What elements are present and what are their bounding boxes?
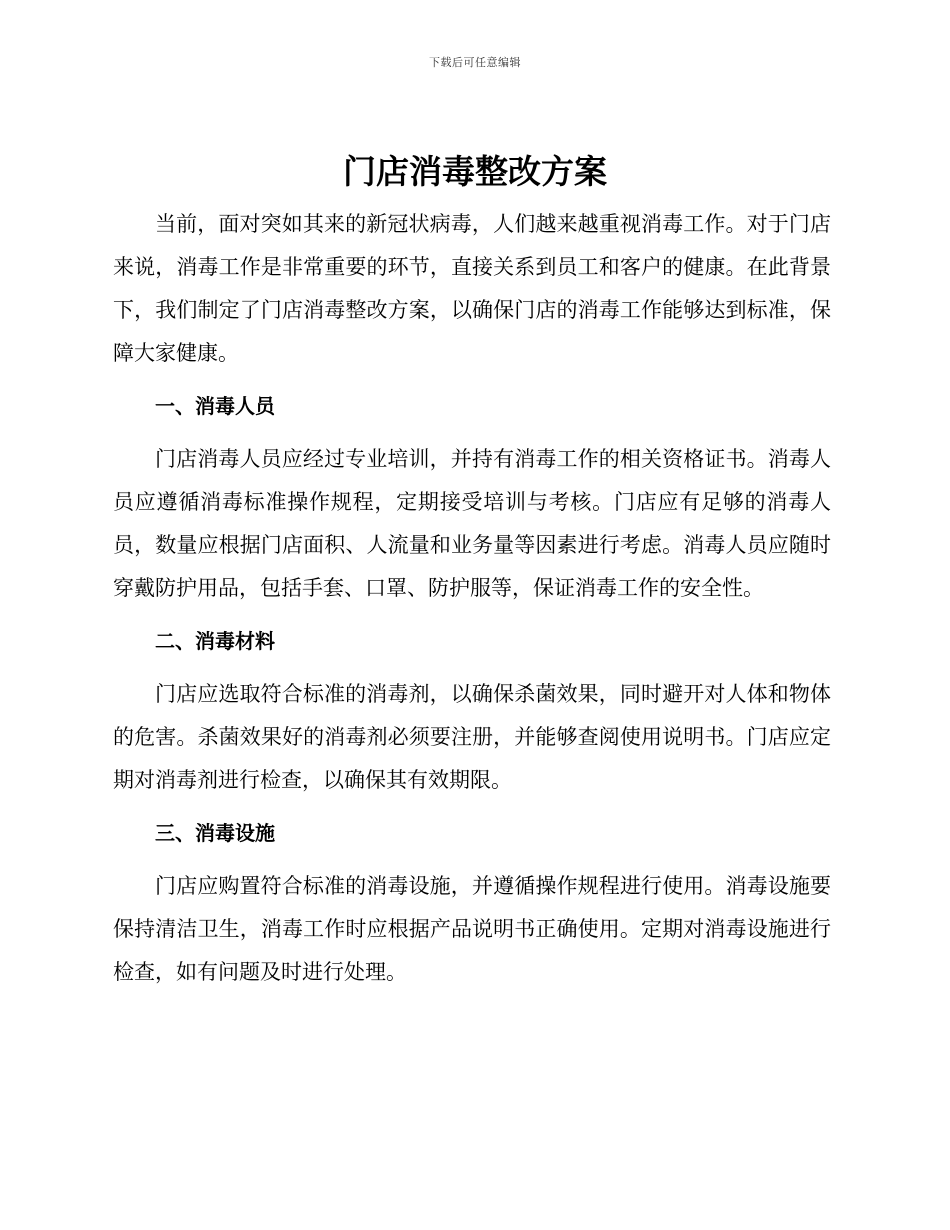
intro-paragraph: 当前，面对突如其来的新冠状病毒，人们越来越重视消毒工作。对于门店来说，消毒工作是非常重要的环节，直接关系到员工和客户的健康。在此背景下，我们制定了门店消毒整改方案，以确保门店的消毒工作能够达到标准，保障大家健康。 bbox=[113, 212, 831, 365]
section-body-personnel: 门店消毒人员应经过专业培训，并持有消毒工作的相关资格证书。消毒人员应遵循消毒标准操作规程，定期接受培训与考核。门店应有足够的消毒人员，数量应根据门店面积、人流量和业务量等因素进行考虑。消毒人员应随时穿戴防护用品，包括手套、口罩、防护服等，保证消毒工作的安全性。 bbox=[113, 447, 831, 600]
document-body bbox=[113, 203, 831, 994]
section-heading-personnel: 一、消毒人员 bbox=[155, 394, 275, 418]
section-heading-facilities: 三、消毒设施 bbox=[155, 821, 275, 845]
section-body-facilities: 门店应购置符合标准的消毒设施，并遵循操作规程进行使用。消毒设施要保持清洁卫生，消毒工作时应根据产品说明书正确使用。定期对消毒设施进行检查，如有问题及时进行处理。 bbox=[113, 874, 831, 984]
header-note: 下载后可任意编辑 bbox=[429, 56, 521, 69]
document-title: 门店消毒整改方案 bbox=[343, 152, 607, 191]
section-body-materials: 门店应选取符合标准的消毒剂，以确保杀菌效果，同时避开对人体和物体的危害。杀菌效果好的消毒剂必须要注册，并能够查阅使用说明书。门店应定期对消毒剂进行检查，以确保其有效期限。 bbox=[113, 682, 831, 792]
section-heading-materials: 二、消毒材料 bbox=[155, 629, 275, 653]
